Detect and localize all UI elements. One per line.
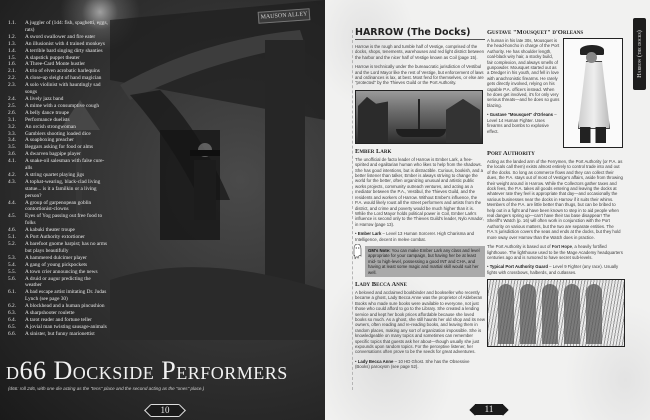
becca-anne-body: A beloved and acclaimed bookbinder and bookseller who recently became a ghost, Lady Becca Anne was the proprietor of Aldeberan Books who made sure books were available to everyone, not just those who could afford to go to the Library. She created a lending service and kept her book prices affordable because she loved books so much. As a ghost, she still haunts her old shop and its new owners, often reading and re-reading books, and leaving them in random places, making any sort of organization impossible. She is knowledgeable on many topics and sometimes can remember specific topics that guests ask her about—though usually she just expounds upon random topics. For the perceptive listener, her conversations often prove to be the seeds for great adventures. [355,289,485,355]
table-row: 4.2. A string quartet playing jigs [8,171,85,178]
table-row: 5.6. A druid or augur predicting the weather [8,275,91,289]
ember-lark-stats: • Ember Lark – Level 13 Human Sorcerer. High Charisma and Intelligence, decent in melee combat. [355,231,475,242]
intro-paragraph-1: Harrow is the rough and tumble half of Vestige, comprised of the docks, shops, tenements, warehouses and red light district between the harbor and the nicer half of Vestige known as Coil (page 15). [355,44,484,60]
ember-lark-body: The unofficial de facto leader of Harrow is Ember Lark, a free-spirited and egalitarian human who likes to help from the shadows. She has good intentions, but is distractible. Curious, bookish, and a better listener than talker, Ember is always striving to change the world for the better, often organizing unusual and artistic public works projects, community outreach ventures, and acting as a mediator between the P.A., Vestibul, the Thieves Guild, and the residents and workers of Harrow. Without Ember's influence, the P.A. would likely roust all the street performers and artists from the district, and crime and poverty would be much higher than it is. While the Lord Mayor holds political power in Coil, Ember Lark's influence is second only to the Thieves Guild's leader, Nylo Amador, in Harrow (page 13). [355,156,484,227]
table-row: 5.1. A Port Authority extortioner [8,234,85,241]
table-row: 6.3. A sharpshooter roulette [8,310,75,317]
table-row: 5.4. A gang of young pickpockets [8,261,88,268]
port-authority-guards-illustration [487,279,625,347]
table-row: 1.6. A Three-Card Monte hustler [8,61,86,68]
table-row: 1.1. A juggler of (1d4: fish, spaghetti, eggs, rats) [8,20,108,33]
table-row: 1.3. An illusionist with 4 trained monkeys [8,40,105,47]
table-row: 6.6. A sinister, but funny marionettist [8,330,95,337]
table-row: 1.4. A terrible bard singing dirty shanties [8,47,103,54]
table-row: 2.2. A close-up sleight of hand magician [8,75,102,82]
right-page [325,0,650,420]
ghost-icon [353,244,362,260]
table-row: 6.4. A tarot reader and fortune teller [8,316,92,323]
gm-note-box: GM's Note: You can make Ember Lark any class and level appropriate for your campaign, but having her be at least mid- to high-level, possessing a good INT and CHA, and having at least some magic and martial skill would suit her well. [365,246,485,277]
page-title: d66 Dockside Performers [6,356,288,385]
table-row: 3.4. A soapboxing preacher [8,137,74,144]
port-authority-body-2: The Port Authority is based out of Fort Hope, a heavily fortified lighthouse. The lighthouse used to be the Mage Academy headquarters centuries ago and is rumored to have secret sub-levels. [487,244,623,260]
table-row: 1.2. A sword swallower and fire eater [8,33,96,40]
gustave-body: A human in his late 30s, Mousquet is the head-honcho in charge of the Port Authority. He has shoulder length, coal-black wiry hair, a stocky build, fair complexion, and always smells of gunpowder. Mousquet started out as a Dredger in his youth, and fell in love with anachronistic firearms. He rarely gets directly involved, relying on his capable P.A. officers instead. When he does get involved, it's for only very serious threats—and he does so guns blazing. [487,38,560,108]
table-row: 2.4. A lively jazz band [8,95,64,102]
left-column [355,27,485,374]
becca-anne-stats: • Lady Becca Anne – 10 HD Ghost. She has the Obsessive (Books) paroxysm (see page 52). [355,358,470,370]
section-heading-harrow: HARROW (The Docks) [355,27,485,40]
margin-divider [352,30,353,390]
street-sign: MAUSON ALLEY [258,8,311,24]
table-row: 3.5. Beggars asking for food or alms [8,144,94,151]
table-row: 2.1. A trio of elven acrobatic harlequins [8,68,100,75]
page-subtitle: (d66: roll 2d6, with one die acting as the "tens" place and the second acting as the "ones" place.) [8,386,205,391]
table-row: 6.2. A blockhead and a human pincushion [8,303,105,310]
table-row: 5.2. A barefoot gnome harpist; has no arms but plays beautifully [8,241,108,254]
table-row: 1.5. A slapstick puppet theater [8,54,80,61]
table-row: 4.4. A group of garpenopean goblin contortionist-clowns [8,199,92,213]
table-row: 4.6. A kabuki theater troupe [8,227,75,234]
table-row: 4.1. A snake-oil salesman with false cure-alls [8,158,105,172]
table-row: 3.3. Gamblers shooting loaded dice [8,130,91,137]
heading-lady-becca-anne: Lady Becca Anne [355,280,407,288]
table-row: 3.2. An orcish strongwoman [8,123,76,130]
d66-performer-table [8,20,108,338]
intro-paragraph-2: Harrow is technically under the bureaucratic jurisdiction of Vestibul and the Lord Mayor like the rest of Vestige, but enforcement of laws and ordinances is lax, at best. Most fend for themselves, or else are "protected" by the Thieves Guild or the Port Authority. [355,64,484,86]
page-number-right: 11 [475,404,503,415]
chapter-side-tab[interactable]: Harrow (the docks) [633,18,646,90]
table-row: 2.3. A solo violinist with hauntingly sad songs [8,82,101,96]
table-row: 5.3. A hammered dulcimer player [8,254,87,261]
table-row: 3.1. Performance duelists [8,116,70,123]
table-row: 6.5. A jovial man twisting sausage-animals [8,323,107,330]
page-number-left: 10 [151,404,179,417]
docks-illustration [355,90,483,144]
right-column [487,27,623,347]
port-authority-body-1: Acting as the landed arm of the Ferrymen, the Port Authority (or P.A. as the locals call them) exists almost entirely to control trade into and out of the docks. So long as commerce flows and they can collect their dues, the P.A. stays out of most of Vestige's affairs, aside from throwing their weight around in Harrow. While the Collectors gather taxes and dock fees, the P.A. takes all goods entering and leaving the docks at whatever rate they feel is appropriate that day—and occasionally the various businesses near the docks in Harrow if it suits their whims. Members of the P.A. are little better than thugs, but can be bribed to help out in a fight and have been known to step in to aid people when real dangers spring up—can't have their tax base disappear! The Sheriff's Watch (p. 16) will often work in conjunction with the Port Authority on various matters, but the two are separate entities. The P.A.'s jurisdiction covers the seas and ends at the docks, but they hold more sway over Harrow than the Watch does in practice. [487,159,623,240]
heading-ember-lark: Ember Lark [355,147,392,155]
heading-gustave: Gustave "Mousquet" d'Orleans [487,29,584,36]
port-authority-guard-stats: • Typical Port Authority Guard – Level 9 Fighter (any race). Usually fights with crossbows, halberds, and cutlasses. [487,264,619,275]
table-row: 4.5. Eyes of Yog passing out free food to folks [8,213,103,227]
table-row: 4.3. A tophat-wearing, black-clad living statue... is it a familkin or a living person? [8,178,101,199]
gustave-stats: • Gustave "Mousquet" d'Orleans – Level 14 Human Fighter. Uses firearms and bombs to explosive effect. [487,112,557,134]
table-row: 3.6. A dwarven bagpipe player [8,151,81,158]
table-row: 2.5. A mime with a consumptive cough [8,102,99,109]
table-row: 6.1. A bad escape artist imitating Dr. Judas Lynch (see page 30) [8,289,107,303]
table-row: 2.6. A belly dance troupe [8,109,69,116]
mousquet-illustration [563,38,623,148]
table-row: 5.5. A town crier announcing the news [8,268,98,275]
heading-port-authority: Port Authority [487,150,535,157]
